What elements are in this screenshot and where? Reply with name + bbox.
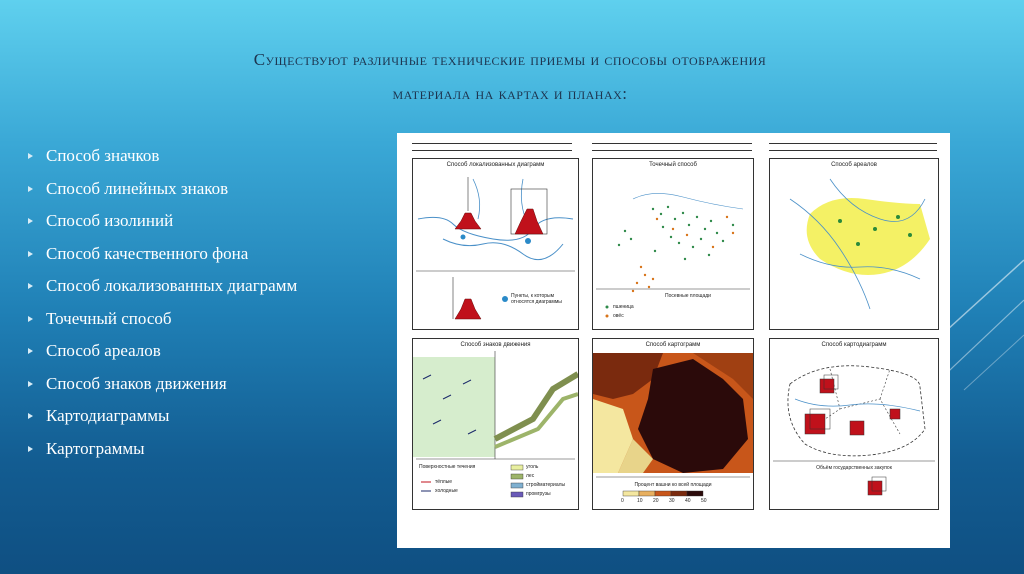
list-item-label: Способ качественного фона	[46, 243, 249, 263]
panel-title: Точечный способ	[649, 162, 697, 168]
panel-movement-signs	[412, 338, 579, 510]
legend-label: уголь	[526, 464, 539, 470]
figure-border-strip	[769, 143, 937, 151]
list-item-label: Точечный способ	[46, 308, 172, 328]
panel-dot-method	[592, 158, 754, 330]
list-item	[28, 400, 297, 433]
bullet-arrow-icon	[28, 413, 33, 419]
panel-title: Способ ареалов	[831, 162, 877, 168]
panel-localized-diagrams	[412, 158, 579, 330]
bullet-arrow-icon	[28, 186, 33, 192]
legend-label: промгрузы	[526, 491, 551, 497]
scale-tick-label: 30	[669, 498, 675, 504]
panel-choropleth	[592, 338, 754, 510]
panel-caption: Поверхностные течения	[419, 464, 476, 470]
panel-caption: Пункты, к которым относятся диаграммы	[511, 293, 562, 305]
panel-cartodiagram	[769, 338, 939, 510]
list-item-label: Способ знаков движения	[46, 373, 227, 393]
list-item	[28, 433, 297, 466]
scale-tick-label: 0	[621, 498, 624, 504]
list-item-label: Способ изолиний	[46, 211, 174, 231]
bullet-arrow-icon	[28, 381, 33, 387]
list-item	[28, 238, 297, 271]
methods-list	[28, 140, 297, 465]
bullet-arrow-icon	[28, 446, 33, 452]
legend-label: тёплые	[435, 479, 453, 485]
legend-label: холодные	[435, 488, 458, 494]
legend-label: пшеница	[613, 304, 634, 310]
panel-title: Способ картодиаграмм	[821, 342, 887, 348]
bullet-arrow-icon	[28, 251, 33, 257]
slide-title-line1: Существуют различные технические приемы и способы отображения	[253, 50, 767, 69]
panel-areals	[769, 158, 939, 330]
list-item-label: Способ ареалов	[46, 341, 161, 361]
panel-title: Способ локализованных диаграмм	[446, 162, 545, 168]
areals-map	[770, 159, 938, 329]
figure-border-strip	[412, 143, 572, 151]
list-item	[28, 140, 297, 173]
panel-caption: Объём государственных закупок	[816, 465, 892, 471]
list-item-label: Картограммы	[46, 438, 145, 458]
panel-title: Способ картограмм	[645, 342, 701, 348]
figure-border-strip	[592, 143, 752, 151]
list-item-label: Способ линейных знаков	[46, 178, 229, 198]
legend-label: лес	[526, 473, 535, 479]
bullet-arrow-icon	[28, 153, 33, 159]
list-item	[28, 335, 297, 368]
cartodiagram-map	[770, 339, 938, 509]
bullet-arrow-icon	[28, 283, 33, 289]
scale-tick-label: 50	[701, 498, 707, 504]
list-item	[28, 303, 297, 336]
bullet-arrow-icon	[28, 218, 33, 224]
list-item	[28, 173, 297, 206]
scale-tick-label: 40	[685, 498, 691, 504]
bullet-arrow-icon	[28, 316, 33, 322]
maps-figure	[397, 133, 950, 548]
slide-title-line2: материала на картах и планах:	[392, 84, 628, 103]
bullet-arrow-icon	[28, 348, 33, 354]
legend-label: овёс	[613, 313, 624, 319]
panel-caption: Посевные площади	[665, 293, 711, 299]
list-item	[28, 368, 297, 401]
list-item-label: Способ локализованных диаграмм	[46, 276, 298, 296]
list-item	[28, 270, 297, 303]
list-item-label: Способ значков	[46, 146, 160, 166]
scale-tick-label: 10	[637, 498, 643, 504]
list-item-label: Картодиаграммы	[46, 406, 170, 426]
panel-caption: Процент вашни ко всей площади	[634, 482, 712, 488]
scale-tick-label: 20	[653, 498, 659, 504]
legend-label: стройматериалы	[526, 482, 566, 488]
list-item	[28, 205, 297, 238]
panel-title: Способ знаков движения	[460, 342, 531, 348]
